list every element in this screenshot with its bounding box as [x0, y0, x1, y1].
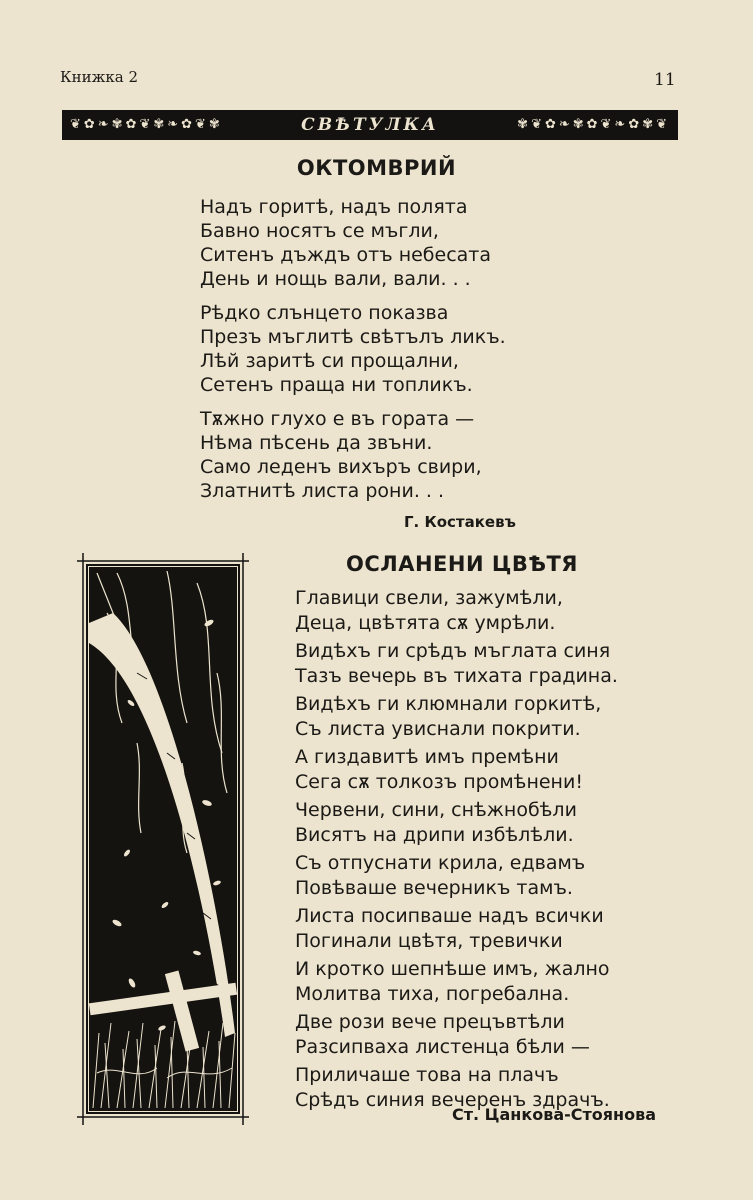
verse-line: Златнитѣ листа рони. . . — [200, 480, 445, 502]
verse-line: Червени, сини, снѣжнобѣли — [295, 799, 577, 821]
verse-line: Главици свели, зажумѣли, — [295, 587, 563, 609]
verse-line: Съ отпуснати крила, едвамъ — [295, 852, 586, 874]
author-signature: Ст. Цанкова-Стоянова — [452, 1105, 657, 1124]
poem-body — [295, 586, 618, 1116]
couplet — [295, 639, 618, 688]
verse-line: А гиздавитѣ имъ премѣни — [295, 746, 559, 768]
masthead-banner — [62, 110, 678, 140]
couplet — [295, 851, 618, 900]
verse-line: Приличаше това на плачъ — [295, 1064, 559, 1086]
verse-line: Сетенъ праща ни топликъ. — [200, 374, 473, 396]
couplet — [295, 1010, 618, 1059]
author-signature: Г. Костакевъ — [404, 513, 516, 531]
verse-line: Молитва тиха, погребална. — [295, 982, 570, 1005]
couplet — [295, 586, 618, 635]
couplet — [295, 798, 618, 847]
couplet — [295, 692, 618, 741]
stanza — [200, 407, 482, 503]
verse-line: Ситенъ дъждъ отъ небесата — [200, 244, 492, 266]
verse-line: Само леденъ вихъръ свири, — [200, 456, 482, 478]
verse-line: Деца, цвѣтята сѫ умрѣли. — [295, 611, 556, 634]
couplet — [295, 745, 618, 794]
running-head: Книжка 2 — [60, 68, 139, 86]
verse-line: Погинали цвѣтя, тревички — [295, 929, 563, 952]
verse-line: Разсипваха листенца бѣли — — [295, 1035, 590, 1058]
verse-line: Сега сѫ толкозъ промѣнени! — [295, 770, 583, 793]
verse-line: Нѣма пѣсень да звъни. — [200, 432, 433, 454]
verse-line: Видѣхъ ги срѣдъ мъглата синя — [295, 640, 611, 662]
verse-line: Рѣдко слънцето показва — [200, 302, 449, 324]
verse-line: Тазъ вечерь въ тихата градина. — [295, 664, 618, 687]
poem-title: ОКТОМВРИЙ — [296, 156, 457, 180]
poem-title: ОСЛАНЕНИ ЦВѢТЯ — [346, 552, 578, 576]
verse-line: Повѣваше вечерникъ тамъ. — [295, 876, 573, 899]
verse-line: Видѣхъ ги клюмнали горкитѣ, — [295, 693, 602, 715]
couplet — [295, 904, 618, 953]
verse-line: И кротко шепнѣше имъ, жално — [295, 958, 610, 980]
verse-line: Лѣй заритѣ си прощални, — [200, 350, 459, 372]
verse-line: День и нощь вали, вали. . . — [200, 268, 471, 290]
verse-line: Листа посипваше надъ всички — [295, 905, 604, 927]
ornament-left-icon: ❦✿❧✾✿❦✾❧✿❦✾ — [70, 117, 223, 132]
verse-line: Бавно носятъ се мъгли, — [200, 220, 439, 242]
page-number: 11 — [654, 70, 676, 90]
verse-line: Тѫжно глухо е въ гората — — [200, 408, 475, 430]
ornament-right-icon: ✾❦✿❧✾✿❦❧✿✾❦ — [517, 117, 670, 132]
verse-line: Надъ горитѣ, надъ полята — [200, 196, 468, 218]
stanza — [200, 195, 491, 291]
woodcut-illustration — [77, 553, 249, 1125]
masthead-title: СВѢТУЛКА — [291, 115, 449, 135]
verse-line: Срѣдъ синия вечеренъ здрачъ. — [295, 1088, 610, 1111]
verse-line: Презъ мъглитѣ свѣтълъ ликъ. — [200, 326, 506, 348]
stanza — [200, 301, 506, 397]
couplet — [295, 957, 618, 1006]
verse-line: Две рози вече прецъвтѣли — [295, 1011, 565, 1033]
verse-line: Съ листа увиснали покрити. — [295, 717, 581, 740]
verse-line: Висятъ на дрипи избѣлѣли. — [295, 823, 574, 846]
